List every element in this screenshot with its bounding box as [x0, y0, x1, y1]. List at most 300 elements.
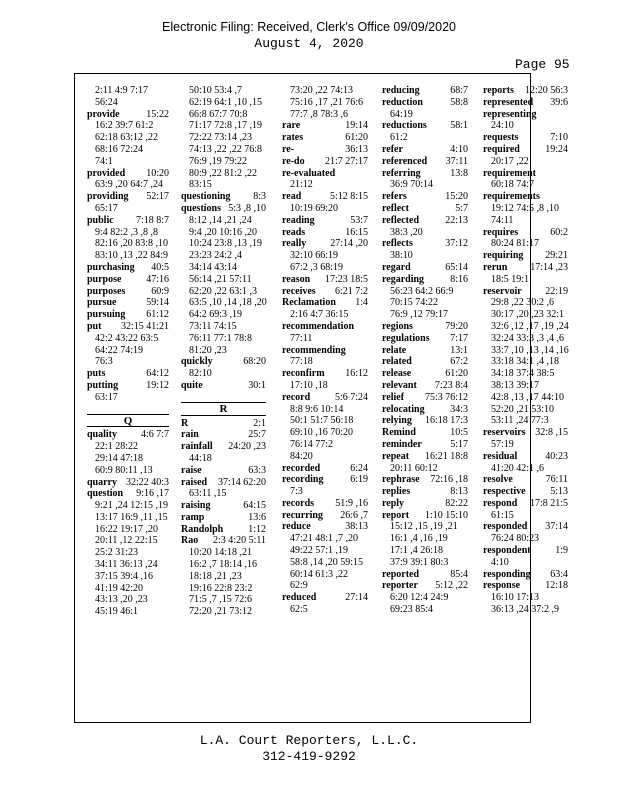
page-line-refs: 70:15 74:22	[390, 297, 439, 309]
index-term: reads	[282, 226, 306, 238]
index-entry	[181, 356, 266, 368]
index-entry	[87, 109, 169, 121]
index-term: rephrase	[382, 474, 420, 486]
page-line-refs: 32:15 41:21	[120, 320, 169, 332]
page-line-refs: 60:18 74:7	[491, 179, 535, 191]
page-line-refs: 58:8 ,14 ,20 59:15	[290, 556, 364, 568]
index-entry	[483, 97, 568, 109]
index-term: rain	[181, 429, 199, 441]
index-entry	[87, 321, 169, 333]
page-line-refs: 25:2 31:23	[95, 547, 139, 559]
index-term: requirement	[483, 167, 536, 179]
index-entry	[181, 500, 266, 512]
index-term: reconfirm	[282, 368, 325, 380]
page-line-refs: 61:12	[146, 309, 169, 321]
page-line-refs: 16:10 17:13	[491, 592, 540, 604]
page-line-refs: 77:18	[290, 356, 313, 368]
page-line-refs: 9:4 ,20 10:16 ,20	[189, 226, 258, 238]
page-line-refs: 34:14 43:14	[189, 261, 238, 273]
index-entry	[87, 215, 169, 227]
index-term: report	[382, 509, 410, 521]
page-line-refs: 10:5	[450, 427, 468, 439]
page-line-refs: 62:18 63:12 ,22	[95, 132, 159, 144]
page-line-refs: 74:1	[95, 155, 113, 167]
page-line-refs: 2:1	[253, 417, 266, 429]
index-entry	[282, 510, 368, 522]
section-letter-header: Q	[87, 414, 169, 428]
index-term: referring	[382, 167, 421, 179]
index-entry	[483, 286, 568, 298]
index-term: represented	[483, 96, 534, 108]
index-entry	[282, 474, 368, 486]
index-entry	[282, 238, 368, 250]
page-line-refs: 53:7	[350, 214, 368, 226]
index-entry	[382, 580, 468, 592]
index-entry	[483, 545, 568, 557]
index-term: responding	[483, 568, 531, 580]
page-line-refs: 7:17	[450, 332, 468, 344]
page-line-refs: 8:8 9:6 10:14	[290, 403, 344, 415]
page-line-refs: 17:8 21:5	[529, 497, 568, 509]
index-entry	[282, 463, 368, 475]
index-term: R	[181, 417, 189, 429]
page-line-refs: 15:12 ,15 ,19 ,21	[390, 521, 458, 533]
page-line-refs: 29:8 ,22 30:2 ,6	[491, 297, 555, 309]
page-line-refs: 63:9 ,20 64:7 ,24	[95, 179, 164, 191]
page-line-refs: 76:3	[95, 356, 113, 368]
page-line-refs: 82:22	[445, 497, 468, 509]
page-line-refs: 62:5	[290, 604, 308, 616]
page-line-refs: 75:16 ,17 ,21 76:6	[290, 96, 364, 108]
spacer	[87, 404, 169, 412]
index-entry	[483, 262, 568, 274]
index-term: response	[483, 580, 521, 592]
index-entry	[87, 262, 169, 274]
index-entry	[382, 510, 468, 522]
page-line-refs: 20:11 ,12 22:15	[95, 535, 158, 547]
transcript-date: August 4, 2020	[254, 36, 364, 51]
index-entry	[181, 524, 266, 536]
index-term: public	[87, 214, 114, 226]
page-line-refs: 32:24 33:3 ,3 ,4 ,6	[491, 332, 565, 344]
index-entry	[87, 368, 169, 380]
page-line-refs: 27:14	[345, 592, 368, 604]
index-entry	[382, 203, 468, 215]
page-line-refs: 20:17 ,22	[491, 155, 529, 167]
index-entry	[282, 215, 368, 227]
page-line-refs: 22:1 28:22	[95, 441, 139, 453]
index-term: requirements	[483, 191, 540, 203]
index-term: puts	[87, 368, 106, 380]
index-term: relief	[382, 391, 405, 403]
index-term: re-	[282, 143, 295, 155]
index-term: residual	[483, 450, 518, 462]
page-line-refs: 18:18 ,21 ,23	[189, 570, 242, 582]
index-term: quite	[181, 379, 203, 391]
page-line-refs: 32:10 66:19	[290, 250, 339, 262]
page-line-refs: 76:24 80:23	[491, 533, 540, 545]
index-term: questions	[181, 202, 222, 214]
page-line-refs: 10:20 14:18 ,21	[189, 547, 253, 559]
index-term: re-do	[282, 155, 305, 167]
index-entry	[483, 569, 568, 581]
page-line-refs: 65:17	[95, 202, 118, 214]
index-entry	[87, 477, 169, 489]
page-line-refs: 22:19	[545, 285, 568, 297]
index-term: responded	[483, 521, 528, 533]
index-entry	[181, 535, 266, 547]
index-term: relevant	[382, 379, 417, 391]
page-line-refs: 63:11 ,15	[189, 488, 227, 500]
page-line-refs: 77:11	[290, 332, 313, 344]
index-term: regarding	[382, 273, 425, 285]
page-line-refs: 62:9	[290, 580, 308, 592]
index-entry	[282, 321, 368, 333]
index-term: requests	[483, 132, 519, 144]
index-term: reduce	[282, 521, 311, 533]
index-entry	[382, 274, 468, 286]
index-entry	[382, 415, 468, 427]
index-term: reservoir	[483, 285, 522, 297]
page-line-refs: 65:14	[445, 261, 468, 273]
section-letter-header: R	[181, 402, 266, 416]
filing-stamp: Electronic Filing: Received, Clerk's Office 09/09/2020	[162, 20, 456, 34]
index-entry	[181, 512, 266, 524]
index-entry	[382, 380, 468, 392]
page-line-refs: 61:20	[445, 368, 468, 380]
index-term: reservoirs	[483, 427, 526, 439]
index-term: questioning	[181, 191, 231, 203]
index-entry	[483, 132, 568, 144]
page-line-refs: 8:13	[450, 486, 468, 498]
index-entry	[382, 120, 468, 132]
index-term: re-evaluated	[282, 167, 336, 179]
page-line-refs: 30:1	[248, 379, 266, 391]
page-line-refs: 6:24	[350, 462, 368, 474]
index-entry	[282, 521, 368, 533]
index-entry	[181, 191, 266, 203]
index-term: resolve	[483, 474, 513, 486]
page-line-refs: 5:6 7:24	[334, 391, 368, 403]
index-term: refer	[382, 143, 403, 155]
index-entry	[382, 215, 468, 227]
page-line-refs: 8:12 ,14 ,21 ,24	[189, 214, 252, 226]
page-line-refs: 82:10	[189, 368, 212, 380]
index-entry	[282, 274, 368, 286]
index-term: refers	[382, 191, 407, 203]
page-line-refs: 67:2 ,3 68:19	[290, 261, 344, 273]
index-entry	[181, 429, 266, 441]
page-line-refs: 5:17	[450, 438, 468, 450]
index-term: recorded	[282, 462, 321, 474]
index-term: regard	[382, 261, 411, 273]
index-term: recommendation	[282, 320, 355, 332]
page-line-refs: 61:20	[345, 132, 368, 144]
index-entry	[382, 144, 468, 156]
page-line-refs: 2:3 4:20 5:11	[213, 535, 266, 547]
page-line-refs: 64:22 74:19	[95, 344, 144, 356]
index-term: Remind	[382, 427, 416, 439]
page-line-refs: 76:9 ,12 79:17	[390, 309, 449, 321]
page-line-refs: 58:1	[450, 120, 468, 132]
page-line-refs: 17:1 ,4 26:18	[390, 545, 444, 557]
page-line-refs: 32:22 40:3	[125, 476, 169, 488]
page-line-refs: 37:14 62:20	[217, 476, 266, 488]
page-line-refs: 60:9	[151, 285, 169, 297]
page-line-refs: 19:12 74:5 ,8 ,10	[491, 202, 560, 214]
index-entry	[87, 286, 169, 298]
page-line-refs: 80:9 ,22 81:2 ,22	[189, 167, 258, 179]
page-line-refs: 21:7 27:17	[324, 155, 368, 167]
index-term: reflected	[382, 214, 420, 226]
page-line-refs: 63:17	[95, 391, 118, 403]
page-line-refs: 8:3	[253, 191, 266, 203]
page-line-refs: 58:8	[450, 96, 468, 108]
index-term: release	[382, 368, 412, 380]
index-term: recurring	[282, 509, 323, 521]
reporter-company: L.A. Court Reporters, L.L.C.	[199, 733, 419, 748]
page-line-refs: 64:19	[390, 108, 413, 120]
page-line-refs: 27:14 ,20	[330, 238, 368, 250]
page-line-refs: 56:23 64:2 66:9	[390, 285, 454, 297]
page-line-refs: 18:5 19:1	[491, 273, 530, 285]
page-line-refs: 29:21	[545, 250, 568, 262]
page-line-refs: 66:8 67:7 70:8	[189, 108, 248, 120]
page-line-refs: 13:6	[248, 511, 266, 523]
index-entry	[181, 441, 266, 453]
page-line-refs: 68:16 72:24	[95, 143, 144, 155]
index-term: respective	[483, 486, 526, 498]
page-line-refs: 1:4	[355, 297, 368, 309]
index-term: reading	[282, 214, 315, 226]
page-line-refs: 82:16 ,20 83:8 ,10	[95, 238, 169, 250]
index-entry	[483, 250, 568, 262]
index-term: reports	[483, 85, 514, 96]
page-line-refs: 36:13 ,24 37:2 ,9	[491, 604, 560, 616]
index-entry	[282, 191, 368, 203]
index-entry	[483, 451, 568, 463]
index-entry	[382, 97, 468, 109]
index-term: regulations	[382, 332, 430, 344]
index-entry	[181, 418, 266, 430]
page-line-refs: 10:19 69:20	[290, 202, 339, 214]
index-entry	[382, 156, 468, 168]
page-line-refs: 32:6 ,12 ,17 ,19 ,24	[491, 320, 569, 332]
index-column-1	[87, 85, 169, 618]
index-entry	[282, 120, 368, 132]
word-index-frame	[74, 73, 569, 723]
index-term: referenced	[382, 155, 428, 167]
page-line-refs: 50:10 53:4 ,7	[189, 85, 243, 96]
page-line-refs: 42:2 43:22 63:5	[95, 332, 159, 344]
page-line-refs: 80:24 81:17	[491, 238, 540, 250]
page-line-refs: 84:20	[290, 450, 313, 462]
page-line-refs: 6:19	[350, 474, 368, 486]
index-term: recording	[282, 474, 324, 486]
page-line-refs: 12:20 56:3	[524, 85, 568, 96]
index-entry	[483, 427, 568, 439]
page-line-refs: 9:16 ,17	[136, 488, 169, 500]
index-entry	[87, 429, 169, 441]
page-line-refs: 61:2	[390, 132, 408, 144]
index-entry	[483, 486, 568, 498]
page-line-refs: 13:1	[450, 344, 468, 356]
page-line-refs: 61:15	[491, 509, 514, 521]
page-line-refs: 47:16	[146, 273, 169, 285]
index-term: pursuing	[87, 309, 126, 321]
index-term: related	[382, 356, 412, 368]
index-term: representing	[483, 108, 537, 120]
index-column-3	[282, 85, 368, 616]
index-entry	[483, 168, 568, 180]
index-term: Randolph	[181, 523, 224, 535]
index-entry	[87, 309, 169, 321]
page-line-refs: 25:7	[248, 429, 266, 441]
index-entry	[382, 498, 468, 510]
index-entry	[282, 297, 368, 309]
page-line-refs: 38:10	[390, 250, 413, 262]
page-line-refs: 23:23 24:2 ,4	[189, 250, 243, 262]
index-term: rerun	[483, 261, 508, 273]
page-line-refs: 17:23 18:5	[324, 273, 368, 285]
index-term: respondent	[483, 545, 531, 557]
index-entry	[382, 321, 468, 333]
index-entry	[87, 168, 169, 180]
page-line-refs: 34:11 36:13 ,24	[95, 559, 158, 571]
page-line-refs: 6:21 7:2	[334, 285, 368, 297]
index-term: relying	[382, 415, 412, 427]
page-line-refs: 24:20 ,23	[228, 441, 266, 453]
index-term: reminder	[382, 438, 422, 450]
page-line-refs: 60:9 80:11 ,13	[95, 464, 153, 476]
index-entry	[282, 144, 368, 156]
page-line-refs: 26:6 ,7	[340, 509, 368, 521]
index-term: quickly	[181, 356, 213, 368]
index-entry	[382, 404, 468, 416]
index-entry	[382, 191, 468, 203]
index-entry	[382, 345, 468, 357]
index-entry	[282, 392, 368, 404]
index-term: putting	[87, 379, 119, 391]
page-line-refs: 72:16 ,18	[430, 474, 468, 486]
index-entry	[87, 380, 169, 392]
index-term: put	[87, 320, 102, 332]
page-line-refs: 49:22 57:1 ,19	[290, 545, 349, 557]
page-line-refs: 19:24	[545, 143, 568, 155]
index-entry	[282, 286, 368, 298]
index-term: reducing	[382, 85, 420, 96]
page-line-refs: 7:10	[550, 132, 568, 144]
index-term: recommending	[282, 344, 346, 356]
index-term: records	[282, 497, 315, 509]
page-line-refs: 52:20 ,21 53:10	[491, 403, 555, 415]
page-line-refs: 9:21 ,24 12:15 ,19	[95, 500, 169, 512]
index-entry	[87, 274, 169, 286]
index-term: raising	[181, 500, 211, 512]
index-entry	[382, 85, 468, 97]
index-entry	[382, 392, 468, 404]
page-line-refs: 16:22 19:17 ,20	[95, 523, 159, 535]
page-line-refs: 37:9 39:1 80:3	[390, 556, 449, 568]
page-line-refs: 10:24 23:8 ,13 ,19	[189, 238, 263, 250]
page-line-refs: 41:19 42:20	[95, 582, 144, 594]
index-term: quality	[87, 429, 118, 441]
page-line-refs: 69:23 85:4	[390, 604, 434, 616]
index-entry	[483, 227, 568, 239]
page-line-refs: 68:20	[243, 356, 266, 368]
index-entry	[483, 498, 568, 510]
page-line-refs: 16:15	[345, 226, 368, 238]
page-line-refs: 57:19	[491, 438, 514, 450]
index-term: reflects	[382, 238, 413, 250]
index-term: pursue	[87, 297, 117, 309]
index-column-5	[483, 85, 568, 616]
index-term: provided	[87, 167, 126, 179]
index-term: rainfall	[181, 441, 213, 453]
page-line-refs: 16:12	[345, 368, 368, 380]
page-line-refs: 76:11 77:1 78:8	[189, 332, 252, 344]
page-line-refs: 5:13	[550, 486, 568, 498]
page-line-refs: 21:12	[290, 179, 313, 191]
index-term: record	[282, 391, 311, 403]
page-line-refs: 45:19 46:1	[95, 606, 139, 618]
page-line-refs: 73:11 74:15	[189, 320, 237, 332]
index-entry	[382, 333, 468, 345]
page-line-refs: 41:20 42:1 ,6	[491, 462, 545, 474]
page-line-refs: 85:4	[450, 568, 468, 580]
page-line-refs: 53:11 ,24 77:3	[491, 415, 549, 427]
page-line-refs: 4:10	[491, 556, 509, 568]
page-line-refs: 16:21 18:8	[424, 450, 468, 462]
reporter-phone: 312-419-9292	[262, 749, 356, 764]
index-entry	[483, 474, 568, 486]
page-line-refs: 60:14 61:3 ,22	[290, 568, 349, 580]
index-column-2	[181, 85, 266, 618]
page-line-refs: 5:12 ,22	[435, 580, 468, 592]
page-line-refs: 77:7 ,8 78:3 ,6	[290, 108, 349, 120]
index-term: requiring	[483, 250, 524, 262]
index-term: relate	[382, 344, 407, 356]
page-line-refs: 40:23	[545, 450, 568, 462]
page-line-refs: 33:7 ,10 ,13 ,14 ,16	[491, 344, 569, 356]
index-term: ramp	[181, 511, 205, 523]
page-line-refs: 72:20 ,21 73:12	[189, 606, 253, 618]
page-line-refs: 5:3 ,8 ,10	[228, 202, 266, 214]
page-line-refs: 76:11	[545, 474, 568, 486]
page-line-refs: 64:12	[146, 368, 169, 380]
index-entry	[382, 439, 468, 451]
index-term: Rao	[181, 535, 199, 547]
page-line-refs: 79:20	[445, 320, 468, 332]
page-line-refs: 44:18	[189, 452, 212, 464]
index-term: relocating	[382, 403, 425, 415]
index-column-4	[382, 85, 468, 616]
page-line-refs: 19:12	[146, 379, 169, 391]
page-line-refs: 7:3	[290, 486, 303, 498]
page-line-refs: 10:20	[146, 167, 169, 179]
page-line-refs: 16:2 39:7 61:2	[95, 120, 154, 132]
index-entry	[282, 132, 368, 144]
index-entry	[382, 356, 468, 368]
index-entry	[483, 191, 568, 203]
page-line-refs: 7:23 8:4	[434, 379, 468, 391]
page-line-refs: 38:13 39:17	[491, 379, 540, 391]
index-term: quarry	[87, 476, 117, 488]
page-line-refs: 30:17 ,20 ,23 32:1	[491, 309, 565, 321]
index-term: Reclamation	[282, 297, 336, 309]
page-line-refs: 76:14 77:2	[290, 438, 334, 450]
index-entry	[382, 262, 468, 274]
